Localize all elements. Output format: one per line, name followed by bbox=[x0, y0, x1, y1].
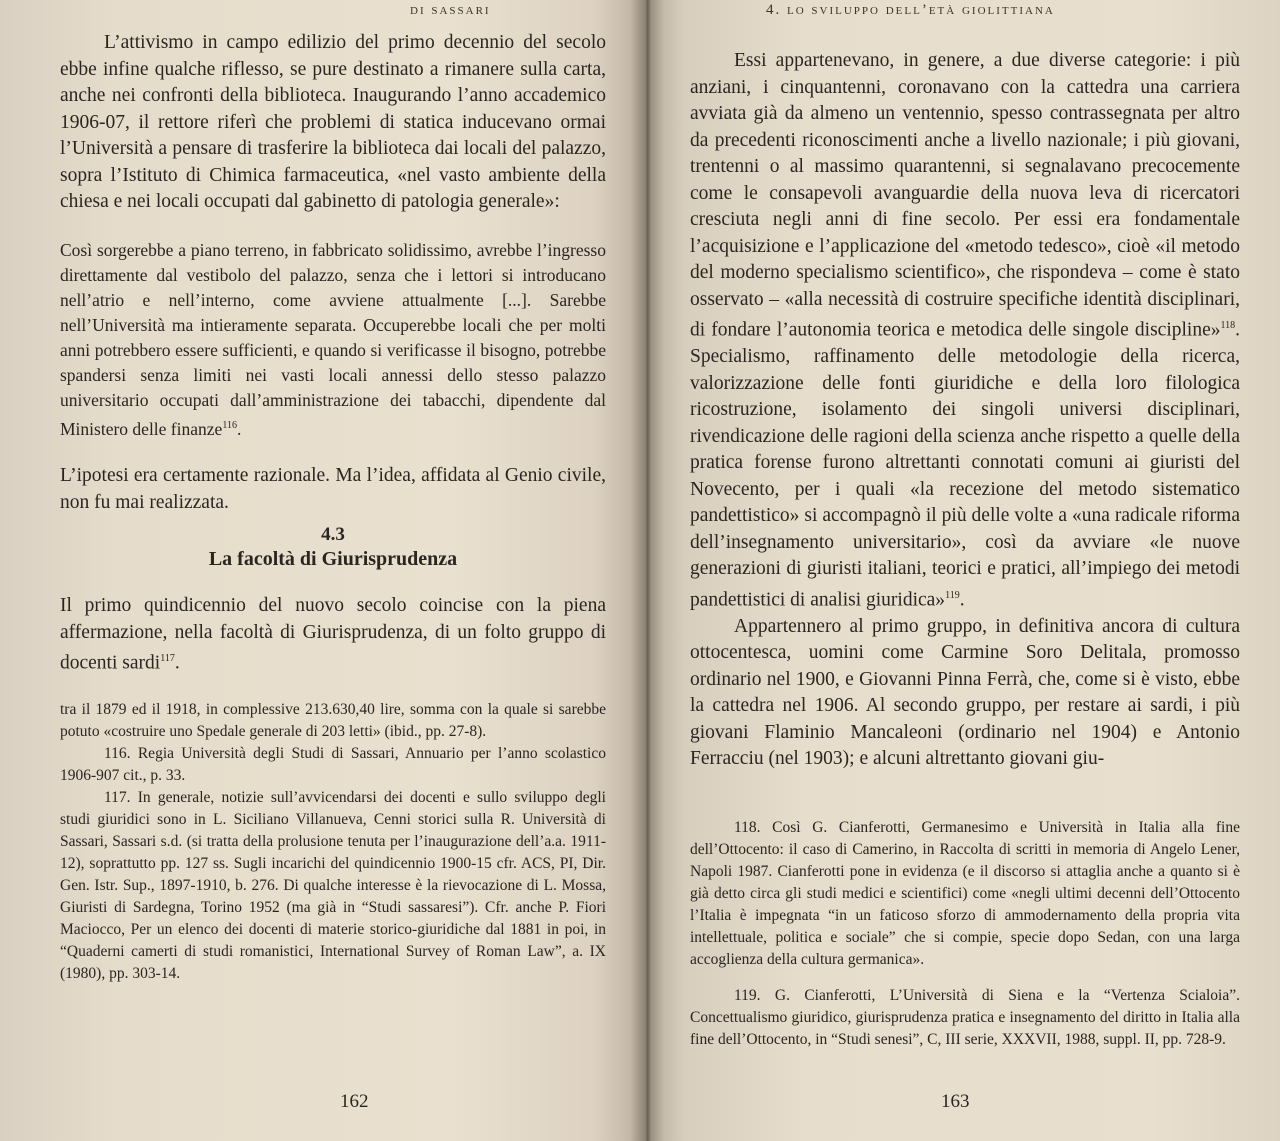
paragraph-1-cont: . Specialismo, raffinamento delle metodologie della ricerca, valorizzazione delle fonti giuridiche e della loro filologica ricostruzione, isolamento dei singoli universi disciplinari, rivendicazione delle ragioni della scienza anche rispetto a quelle della pratica forense furono altrettanti connotati comuni ai giuristi del Novecento, per i quali «la recezione del metodo sistematico pandettistico» si accompagnò il più delle volte a «una radicale riforma dell’insegnamento universitario», così da avviare «le nuove generazioni di giuristi italiani, teorici e pratici, all’impiego dei metodi pandettistici di analisi giuridica» bbox=[690, 319, 1240, 610]
footnote-117: 117. In generale, notizie sull’avvicendarsi dei docenti e sullo sviluppo degli studi giuridici sono in L. Siciliano Villanueva, Cenni storici sulla R. Università di Sassari, Sassari s.d. (si tratta della prolusione tenuta per l’inaugurazione dell’a.a. 1911-12), soprattutto pp. 127 ss. Sugli incarichi del quindicennio 1900-15 cfr. ACS, PI, Dir. Gen. Istr. Sup., 1897-1910, b. 276. Di qualche interesse è la rievocazione di L. Mossa, Giuristi di Sardegna, Torino 1952 (ma già in “Studi sassaresi”). Cfr. anche P. Fiori Maciocco, Per un elenco dei docenti di materie storico-giuridiche dal 1881 in poi, in “Quaderni camerti di studi romanistici, International Survey of Roman Law”, a. IX (1980), pp. 303-14. bbox=[60, 789, 606, 983]
footnote-116: 116. Regia Università degli Studi di Sassari, Annuario per l’anno scolastico 1906-907 cit., p. 33. bbox=[60, 745, 606, 785]
section-paragraph-text: Il primo quindicennio del nuovo secolo coincise con la piena affermazione, nella facoltà di Giurisprudenza, di un folto gruppo di docenti sardi bbox=[60, 595, 606, 674]
closing-paragraph: L’ipotesi era certamente razionale. Ma l’idea, affidata al Genio civile, non fu mai realizzata. bbox=[60, 465, 606, 513]
right-running-head: 4. lo sviluppo dell’età giolittiana bbox=[766, 2, 1055, 18]
opening-paragraph: L’attivismo in campo edilizio del primo decennio del secolo ebbe infine qualche riflesso, se pure destinato a rimanere sulla carta, anche nei confronti della biblioteca. Inaugurando l’anno accademico 1906-07, il rettore riferì che problemi di statica inducevano ormai l’Università a pensare di trasferire la biblioteca dai locali del palazzo, sopra l’Istituto di Chimica farmaceutica, «nel vasto ambiente della chiesa e nei locali occupati dal gabinetto di patologia generale»: bbox=[60, 32, 606, 212]
left-running-head: di sassari bbox=[410, 2, 491, 18]
footnote-continued: tra il 1879 ed il 1918, in complessive 213.630,40 lire, somma con la quale si sarebbe potuto «costruire uno Spedale generale di 203 letti» (ibid., pp. 27-8). bbox=[60, 701, 606, 741]
note-ref-118: 118 bbox=[1220, 320, 1236, 331]
footnote-119: 119. G. Cianferotti, L’Università di Siena e la “Vertenza Scialoia”. Concettualismo giuridico, giurisprudenza pratica e insegnamento del diritto in Italia alla fine dell’Ottocento, in “Studi senesi”, C, III serie, XXXVII, 1988, suppl. II, pp. 728-9. bbox=[690, 986, 1240, 1048]
note-ref-119: 119 bbox=[945, 589, 960, 601]
paragraph-1: Essi appartenevano, in genere, a due diverse categorie: i più anziani, i cinquantenni, coronavano con la cattedra una carriera avviata già da almeno un ventennio, spesso contrassegnata per altro da precedenti riconoscimenti anche a livello nazionale; i più giovani, trentenni o al massimo quarantenni, si segnalavano precocemente come le consapevoli avanguardie della nuova leva di ricercatori cresciuta negli anni di fine secolo. Per essi era fondamentale l’acquisizione e l’applicazione del «metodo tedesco», cioè «il metodo del moderno specialismo scientifico», che rispondeva – come è stato osservato – «alla necessità di costruire specifiche identità disciplinari, di fondare l’autonomia teorica e metodica delle singole discipline»$^{118}$. Specialismo, raffinamento delle metodologie della ricerca, valorizzazione delle fonti giuridiche e della loro filologica ricostruzione, isolamento dei singoli universi disciplinari, rivendicazione delle ragioni della scienza anche rispetto a quelle della pratica forense furono altrettanti connotati comuni ai giuristi del Novecento, per i quali «la recezione del metodo sistematico pandettistico» si accompagnò il più delle volte a «una radicale riforma dell’insegnamento universitario», così da avviare «le nuove generazioni di giuristi italiani, teorici e pratici, all’impiego dei metodi pandettistici di analisi giuridica»$^{119}$. bbox=[690, 50, 1240, 610]
section-paragraph: Il primo quindicennio del nuovo secolo coincise con la piena affermazione, nella facoltà di Giurisprudenza, di un folto gruppo di docenti sardi$^{117}$. bbox=[60, 595, 606, 674]
book-gutter bbox=[630, 0, 664, 1141]
paragraph-2: Appartennero al primo gruppo, in definitiva ancora di cultura ottocentesca, uomini come Carmine Soro Delitala, promosso ordinario nel 1900, e Giovanni Pinna Ferrà, che, come si è visto, ebbe la cattedra nel 1906. Al secondo gruppo, per restare ai sardi, i più giovani Flaminio Mancaleoni (ordinario nel 1904) e Antonio Ferracciu (nel 1903); e alcuni altrettanto giovani giu- bbox=[690, 615, 1240, 769]
section-title: La facoltà di Giurisprudenza bbox=[208, 548, 458, 571]
paragraph-1-text: Essi appartenevano, in genere, a due diverse categorie: i più anziani, i cinquantenni, coronavano con la cattedra una carriera avviata già da almeno un ventennio, spesso contrassegnata per altro da precedenti riconoscimenti anche a livello nazionale; i più giovani, trentenni o al massimo quarantenni, si segnalavano precocemente come le consapevoli avanguardie della nuova leva di ricercatori cresciuta negli anni di fine secolo. Per essi era fondamentale l’acquisizione e l’applicazione del «metodo tedesco», cioè «il metodo del moderno specialismo scientifico», che rispondeva – come è stato osservato – «alla necessità di costruire specifiche identità disciplinari, di fondare l’autonomia teorica e metodica delle singole discipline» bbox=[690, 50, 1240, 341]
right-page bbox=[646, 0, 1280, 1141]
block-quote-text: Così sorgerebbe a piano terreno, in fabbricato solidissimo, avrebbe l’ingresso direttamente dal vestibolo del palazzo, senza che i lettori si introducano nell’atrio e nell’interno, come avviene attualmente [...]. Sarebbe nell’Università ma intieramente separata. Occuperebbe locali che per molti anni potrebbero essere sufficienti, e quando si verificasse il bisogno, potrebbe spandersi senza limiti nei vasti locali annessi dello stesso palazzo universitario occupati dall’amministrazione dei tabacchi, dipendente dal Ministero delle finanze bbox=[60, 239, 606, 439]
right-page-number: 163 bbox=[941, 1091, 970, 1112]
footnote-118: 118. Così G. Cianferotti, Germanesimo e Università in Italia alla fine dell’Ottocento: il caso di Camerino, in Raccolta di scritti in memoria di Angelo Lener, Napoli 1987. Cianferotti pone in evidenza (e il discorso si attaglia anche a quanto si è già detto circa gli studi medici e scientifici) come «negli ultimi decenni dell’Ottocento l’Italia è impegnata “in un faticoso sforzo di ammodernamento della propria vita intellettuale, politica e sociale” che si compie, specie dopo Sedan, con una larga accoglienza della cultura germanica». bbox=[690, 818, 1240, 968]
section-number: 4.3 bbox=[321, 524, 345, 546]
left-page-number: 162 bbox=[340, 1091, 369, 1112]
note-ref-116: 116 bbox=[222, 419, 237, 431]
block-quote: Così sorgerebbe a piano terreno, in fabbricato solidissimo, avrebbe l’ingresso direttamente dal vestibolo del palazzo, senza che i lettori si introducano nell’atrio e nell’interno, come avviene attualmente [...]. Sarebbe nell’Università ma intieramente separata. Occuperebbe locali che per molti anni potrebbero essere sufficienti, e quando si verificasse il bisogno, potrebbe spandersi senza limiti nei vasti locali annessi dello stesso palazzo universitario occupati dall’amministrazione dei tabacchi, dipendente dal Ministero delle finanze$^{116}$. bbox=[60, 239, 606, 439]
note-ref-117: 117 bbox=[160, 653, 175, 665]
